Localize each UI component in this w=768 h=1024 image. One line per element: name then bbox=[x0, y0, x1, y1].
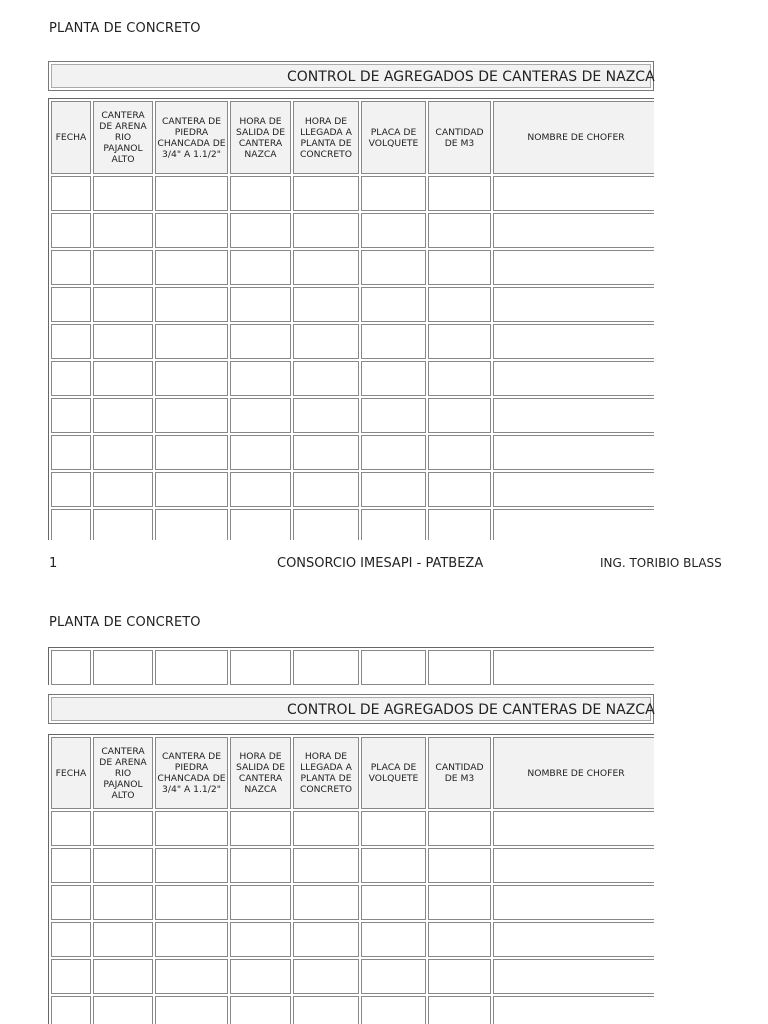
table-cell bbox=[293, 398, 359, 433]
table-cell bbox=[361, 213, 426, 248]
table-cell bbox=[428, 848, 491, 883]
table-cell bbox=[361, 250, 426, 285]
table-cell bbox=[51, 324, 91, 359]
table-cell bbox=[293, 922, 359, 957]
table-cell bbox=[293, 287, 359, 322]
table-cell bbox=[293, 959, 359, 994]
table-cell bbox=[293, 324, 359, 359]
table-cell bbox=[155, 287, 228, 322]
header-chofer: NOMBRE DE CHOFER bbox=[493, 101, 654, 174]
table-cell bbox=[93, 472, 153, 507]
table-row bbox=[51, 361, 654, 396]
header-placa: PLACA DE VOLQUETE bbox=[361, 737, 426, 809]
table-cell bbox=[51, 435, 91, 470]
table-cell bbox=[93, 996, 153, 1024]
table-cell bbox=[51, 996, 91, 1024]
table-cell bbox=[230, 959, 291, 994]
table-cell bbox=[293, 885, 359, 920]
table-cell bbox=[155, 509, 228, 540]
table-cell bbox=[361, 922, 426, 957]
table-cell bbox=[293, 996, 359, 1024]
table-cell bbox=[230, 848, 291, 883]
table-cell bbox=[155, 885, 228, 920]
table-cell bbox=[51, 509, 91, 540]
table-cell bbox=[361, 361, 426, 396]
table-cell bbox=[293, 509, 359, 540]
table-row bbox=[51, 287, 654, 322]
header-cantera-piedra: CANTERA DE PIEDRA CHANCADA DE 3/4" A 1.1/2" bbox=[155, 101, 228, 174]
table-cell bbox=[93, 848, 153, 883]
table-cell bbox=[493, 361, 654, 396]
table-cell bbox=[155, 650, 228, 685]
table-cell bbox=[155, 250, 228, 285]
header-fecha: FECHA bbox=[51, 101, 91, 174]
table-cell bbox=[155, 848, 228, 883]
table-cell bbox=[230, 885, 291, 920]
table-cell bbox=[230, 650, 291, 685]
table-cell bbox=[361, 996, 426, 1024]
table-row bbox=[51, 435, 654, 470]
table-cell bbox=[51, 848, 91, 883]
table-cell bbox=[51, 922, 91, 957]
plant-label: PLANTA DE CONCRETO bbox=[49, 21, 201, 36]
table-cell bbox=[361, 324, 426, 359]
header-placa: PLACA DE VOLQUETE bbox=[361, 101, 426, 174]
header-row bbox=[51, 101, 654, 174]
table-cell bbox=[493, 848, 654, 883]
table-row bbox=[51, 213, 654, 248]
table-cell bbox=[155, 324, 228, 359]
header-cantidad: CANTIDAD DE M3 bbox=[428, 101, 491, 174]
table-row bbox=[51, 922, 654, 957]
table-cell bbox=[93, 361, 153, 396]
header-hora-llegada: HORA DE LLEGADA A PLANTA DE CONCRETO bbox=[293, 737, 359, 809]
table-cell bbox=[428, 435, 491, 470]
header-fecha: FECHA bbox=[51, 737, 91, 809]
table-cell bbox=[93, 176, 153, 211]
table-cell bbox=[230, 509, 291, 540]
table-row bbox=[51, 959, 654, 994]
header-cantera-arena: CANTERA DE ARENA RIO PAJANOL ALTO bbox=[93, 737, 153, 809]
table-cell bbox=[155, 176, 228, 211]
table-row bbox=[51, 885, 654, 920]
table-cell bbox=[51, 472, 91, 507]
table-cell bbox=[361, 848, 426, 883]
table-cell bbox=[230, 250, 291, 285]
table-row bbox=[51, 176, 654, 211]
table-cell bbox=[155, 213, 228, 248]
table-cell bbox=[361, 435, 426, 470]
table-cell bbox=[293, 435, 359, 470]
table-cell bbox=[493, 324, 654, 359]
continuation-table-wrap bbox=[48, 647, 654, 685]
table-cell bbox=[230, 287, 291, 322]
table-cell bbox=[361, 885, 426, 920]
table-row bbox=[51, 472, 654, 507]
table-cell bbox=[361, 176, 426, 211]
table-cell bbox=[93, 287, 153, 322]
table-cell bbox=[293, 250, 359, 285]
table-cell bbox=[493, 650, 654, 685]
table-cell bbox=[51, 176, 91, 211]
table-cell bbox=[155, 959, 228, 994]
table-cell bbox=[51, 650, 91, 685]
table-cell bbox=[428, 176, 491, 211]
table-cell bbox=[51, 398, 91, 433]
table-cell bbox=[51, 213, 91, 248]
table-cell bbox=[93, 811, 153, 846]
table-cell bbox=[493, 885, 654, 920]
table-cell bbox=[51, 361, 91, 396]
header-chofer: NOMBRE DE CHOFER bbox=[493, 737, 654, 809]
table-cell bbox=[93, 324, 153, 359]
table-cell bbox=[93, 959, 153, 994]
table-cell bbox=[361, 811, 426, 846]
table-body bbox=[51, 176, 654, 540]
table-cell bbox=[230, 324, 291, 359]
table-cell bbox=[428, 213, 491, 248]
table-cell bbox=[428, 250, 491, 285]
header-row bbox=[51, 737, 654, 809]
table-cell bbox=[493, 176, 654, 211]
table-row bbox=[51, 509, 654, 540]
table-cell bbox=[493, 435, 654, 470]
table-cell bbox=[93, 885, 153, 920]
table-cell bbox=[428, 996, 491, 1024]
table-cell bbox=[155, 398, 228, 433]
table-cell bbox=[428, 811, 491, 846]
header-hora-llegada: HORA DE LLEGADA A PLANTA DE CONCRETO bbox=[293, 101, 359, 174]
table-cell bbox=[493, 250, 654, 285]
table-cell bbox=[51, 250, 91, 285]
control-table-wrap bbox=[48, 98, 654, 540]
table-row bbox=[51, 250, 654, 285]
table-cell bbox=[230, 996, 291, 1024]
table-row bbox=[51, 324, 654, 359]
table-cell bbox=[155, 996, 228, 1024]
table-cell bbox=[428, 472, 491, 507]
table-cell bbox=[230, 811, 291, 846]
table-cell bbox=[493, 398, 654, 433]
page-number: 1 bbox=[49, 556, 58, 571]
table-cell bbox=[428, 361, 491, 396]
header-cantidad: CANTIDAD DE M3 bbox=[428, 737, 491, 809]
table-cell bbox=[155, 922, 228, 957]
table-cell bbox=[428, 324, 491, 359]
table-cell bbox=[230, 213, 291, 248]
plant-label: PLANTA DE CONCRETO bbox=[49, 615, 201, 630]
control-table-wrap bbox=[48, 734, 654, 1024]
table-cell bbox=[293, 472, 359, 507]
table-cell bbox=[361, 287, 426, 322]
table-title: CONTROL DE AGREGADOS DE CANTERAS DE NAZCA bbox=[287, 702, 655, 718]
table-cell bbox=[361, 509, 426, 540]
table-cell bbox=[230, 472, 291, 507]
control-table bbox=[48, 734, 654, 1024]
table-cell bbox=[155, 811, 228, 846]
table-cell bbox=[493, 959, 654, 994]
table-cell bbox=[428, 885, 491, 920]
table-row bbox=[51, 650, 654, 685]
table-cell bbox=[428, 922, 491, 957]
table-title-box bbox=[48, 694, 654, 724]
table-cell bbox=[230, 398, 291, 433]
header-hora-salida: HORA DE SALIDA DE CANTERA NAZCA bbox=[230, 101, 291, 174]
table-cell bbox=[93, 650, 153, 685]
table-cell bbox=[155, 361, 228, 396]
table-cell bbox=[155, 435, 228, 470]
table-body bbox=[51, 811, 654, 1024]
table-cell bbox=[230, 922, 291, 957]
table-cell bbox=[428, 650, 491, 685]
table-cell bbox=[93, 435, 153, 470]
table-cell bbox=[93, 398, 153, 433]
table-cell bbox=[93, 213, 153, 248]
table-cell bbox=[361, 650, 426, 685]
table-cell bbox=[293, 176, 359, 211]
table-cell bbox=[93, 509, 153, 540]
table-cell bbox=[493, 472, 654, 507]
table-cell bbox=[93, 250, 153, 285]
table-cell bbox=[51, 959, 91, 994]
table-cell bbox=[155, 472, 228, 507]
table-cell bbox=[428, 398, 491, 433]
header-hora-salida: HORA DE SALIDA DE CANTERA NAZCA bbox=[230, 737, 291, 809]
table-cell bbox=[293, 213, 359, 248]
control-table bbox=[48, 98, 654, 540]
table-cell bbox=[428, 509, 491, 540]
table-cell bbox=[230, 176, 291, 211]
table-title-inner bbox=[51, 64, 655, 88]
footer-company: CONSORCIO IMESAPI - PATBEZA bbox=[277, 556, 484, 571]
header-cantera-arena: CANTERA DE ARENA RIO PAJANOL ALTO bbox=[93, 101, 153, 174]
table-cell bbox=[230, 361, 291, 396]
table-title-box bbox=[48, 61, 654, 91]
table-cell bbox=[428, 959, 491, 994]
table-cell bbox=[230, 435, 291, 470]
table-row bbox=[51, 811, 654, 846]
table-cell bbox=[293, 811, 359, 846]
table-cell bbox=[493, 996, 654, 1024]
table-cell bbox=[51, 287, 91, 322]
table-title-inner bbox=[51, 697, 655, 721]
table-row bbox=[51, 996, 654, 1024]
table-cell bbox=[293, 650, 359, 685]
header-cantera-piedra: CANTERA DE PIEDRA CHANCADA DE 3/4" A 1.1/2" bbox=[155, 737, 228, 809]
table-row bbox=[51, 398, 654, 433]
continuation-table bbox=[48, 647, 654, 685]
table-row bbox=[51, 848, 654, 883]
table-cell bbox=[361, 959, 426, 994]
table-cell bbox=[293, 361, 359, 396]
table-cell bbox=[361, 398, 426, 433]
table-cell bbox=[493, 811, 654, 846]
table-cell bbox=[493, 287, 654, 322]
table-cell bbox=[493, 922, 654, 957]
footer-engineer: ING. TORIBIO BLASS bbox=[600, 556, 722, 570]
table-cell bbox=[493, 509, 654, 540]
table-cell bbox=[51, 811, 91, 846]
table-cell bbox=[293, 848, 359, 883]
table-cell bbox=[361, 472, 426, 507]
table-cell bbox=[93, 922, 153, 957]
table-title: CONTROL DE AGREGADOS DE CANTERAS DE NAZCA bbox=[287, 69, 655, 85]
table-cell bbox=[493, 213, 654, 248]
table-cell bbox=[51, 885, 91, 920]
table-cell bbox=[428, 287, 491, 322]
